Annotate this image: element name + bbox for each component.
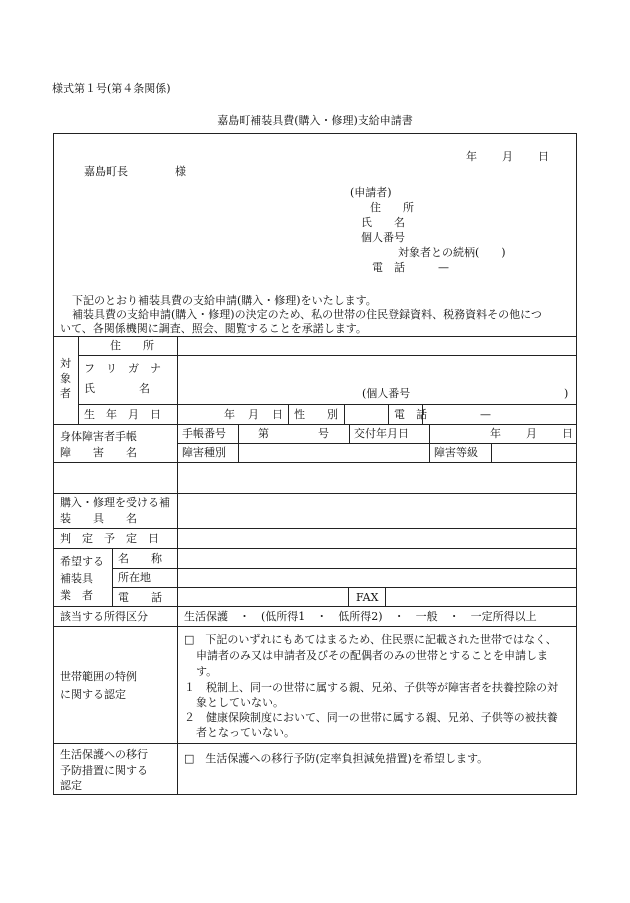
household-line-3: す。	[196, 665, 218, 678]
household-line-6: ２ 健康保険制度において、同一の世帯に属する親、兄弟、子供等の被扶養	[184, 711, 558, 724]
subject-birth-label: 生 年 月 日	[84, 408, 161, 421]
subject-address-label: 住 所	[110, 339, 154, 352]
handbook-issue-day: 日	[562, 427, 573, 440]
household-label-1: 世帯範囲の特例	[60, 670, 137, 683]
handbook-issue-label: 交付年月日	[354, 427, 409, 440]
handbook-issue-year: 年	[490, 427, 501, 440]
welfare-label-3: 認定	[60, 779, 82, 792]
statement-line-2: 補装具費の支給申請(購入・修理)の決定のため、私の世帯の住民登録資料、税務資料その他につ	[72, 308, 542, 321]
page-title: 嘉島町補装具費(購入・修理)支給申請書	[217, 114, 413, 127]
device-label-2: 装 具 名	[60, 512, 137, 525]
application-form	[53, 133, 577, 795]
addressee-name: 嘉島町長	[84, 165, 128, 178]
vendor-name-label: 名 称	[118, 552, 162, 565]
judgment-label: 判 定 予 定 日	[60, 532, 159, 545]
subject-birth-year: 年	[224, 408, 235, 421]
household-line-7: 者となっていない。	[196, 726, 295, 739]
statement-line-3: いて、各関係機関に調査、照会、閲覧することを承諾します。	[60, 322, 367, 335]
subject-birth-day: 日	[272, 408, 283, 421]
subject-phone-label: 電 話	[394, 408, 427, 421]
handbook-dai: 第	[258, 427, 269, 440]
applicant-heading: (申請者)	[350, 186, 392, 199]
vendor-label-2: 補装具	[60, 572, 93, 585]
income-label: 該当する所得区分	[60, 610, 148, 623]
applicant-address-label: 住 所	[370, 201, 414, 214]
applicant-number-label: 個人番号	[361, 231, 405, 244]
statement-line-1: 下記のとおり補装具費の支給申請(購入・修理)をいたします。	[72, 294, 377, 307]
subject-sex-label: 性 別	[294, 408, 338, 421]
form-number: 様式第１号(第４条関係)	[52, 82, 171, 95]
date-day: 日	[538, 150, 549, 163]
subject-label-2: 象	[60, 372, 71, 385]
vendor-location-label: 所在地	[118, 571, 151, 584]
subject-birth-month: 月	[248, 408, 259, 421]
household-line-2: 申請者のみ又は申請者及びその配偶者のみの世帯とすることを申請しま	[196, 649, 548, 662]
vendor-fax-label: FAX	[356, 591, 379, 604]
handbook-type-label: 障害種別	[182, 446, 226, 459]
handbook-label-1: 身体障害者手帳	[60, 430, 137, 443]
applicant-name-label: 氏 名	[361, 216, 405, 229]
device-label-1: 購入・修理を受ける補	[60, 496, 170, 509]
household-line-5: 象としていない。	[196, 696, 284, 709]
welfare-checkbox-line[interactable]: □ 生活保護への移行予防(定率負担減免措置)を希望します。	[184, 752, 489, 765]
vendor-label-3: 業 者	[60, 589, 93, 602]
handbook-label-2: 障 害 名	[60, 446, 137, 459]
vendor-label-1: 希望する	[60, 555, 104, 568]
subject-number-close: )	[564, 387, 569, 400]
subject-furigana-label: フ リ ガ ナ	[84, 362, 161, 375]
subject-number-label: (個人番号	[362, 387, 411, 400]
addressee-suffix: 様	[175, 165, 186, 178]
handbook-go: 号	[318, 427, 329, 440]
household-line-4: １ 税制上、同一の世帯に属する親、兄弟、子供等が障害者を扶養控除の対	[184, 681, 558, 694]
applicant-relation-label: 対象者との続柄( )	[398, 246, 506, 259]
applicant-phone-label: 電 話	[372, 261, 405, 274]
income-options: 生活保護 ・ (低所得1 ・ 低所得2) ・ 一般 ・ 一定所得以上	[184, 610, 537, 623]
subject-label-3: 者	[60, 387, 71, 400]
handbook-issue-month: 月	[526, 427, 537, 440]
handbook-number-label: 手帳番号	[182, 427, 226, 440]
household-checkbox-line[interactable]: □ 下記のいずれにもあてはまるため、住民票に記載された世帯ではなく、	[184, 633, 557, 646]
vendor-phone-label: 電 話	[118, 591, 162, 604]
welfare-label-2: 予防措置に関する	[60, 764, 148, 777]
applicant-phone-dash: —	[438, 261, 449, 274]
subject-name-label: 氏 名	[84, 382, 150, 395]
welfare-label-1: 生活保護への移行	[60, 748, 148, 761]
household-label-2: に関する認定	[60, 688, 126, 701]
date-year: 年	[466, 150, 477, 163]
date-month: 月	[502, 150, 513, 163]
subject-label-1: 対	[60, 357, 71, 370]
subject-phone-dash: —	[480, 408, 491, 421]
handbook-grade-label: 障害等級	[434, 446, 478, 459]
